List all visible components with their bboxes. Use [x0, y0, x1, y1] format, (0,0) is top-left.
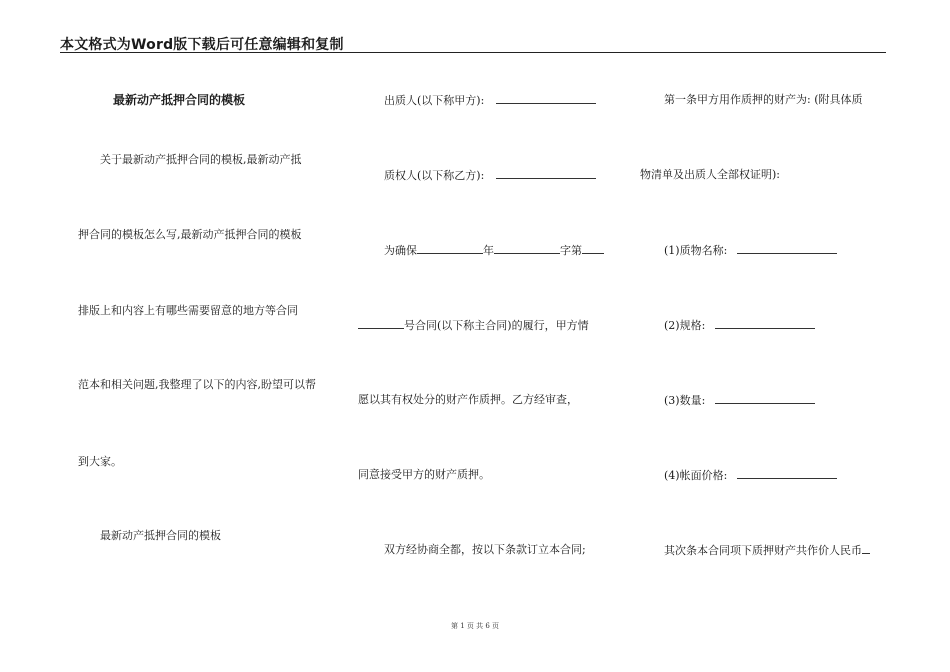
- pledgor-blank: [496, 93, 596, 104]
- article-two-line: [664, 543, 870, 558]
- page-header: [60, 34, 886, 53]
- pledgee-line: [384, 168, 596, 183]
- blank: [715, 318, 815, 329]
- header-text: 本文格式为Word版下载后可任意编辑和复制: [60, 37, 344, 53]
- paragraph-line: 双方经协商全都，按以下条款订立本合同;: [384, 543, 586, 556]
- paragraph-line: 同意接受甲方的财产质押。: [358, 468, 490, 481]
- quantity-line: [664, 393, 815, 408]
- blank: [737, 468, 837, 479]
- section-heading: 最新动产抵押合同的模板: [100, 529, 221, 542]
- pledgor-line: [384, 93, 596, 108]
- blank: [862, 543, 870, 554]
- spec-line: [664, 318, 815, 333]
- item-name-line: [664, 243, 837, 258]
- book-value-line: [664, 468, 837, 483]
- pledgor-label: 出质人(以下称甲方):: [384, 94, 485, 107]
- guarantee-text: 为确保: [384, 244, 417, 257]
- article-one-line-2: 物清单及出质人全部权证明):: [640, 168, 780, 181]
- paragraph-line: 到大家。: [78, 455, 122, 468]
- contract-line: [358, 318, 589, 333]
- paragraph-line: 愿以其有权处分的财产作质押。乙方经审查，: [358, 393, 578, 406]
- blank: [358, 318, 404, 329]
- article-one-line: 第一条甲方用作质押的财产为: (附具体质: [664, 93, 863, 106]
- paragraph-line: 关于最新动产抵押合同的模板,最新动产抵: [100, 153, 302, 166]
- item-name-label: (1)质物名称:: [664, 244, 728, 257]
- blank: [417, 243, 483, 254]
- number-text: 字第: [560, 244, 582, 257]
- article-two-text: 其次条本合同项下质押财产共作价人民币: [664, 544, 862, 557]
- paragraph-line: 押合同的模板怎么写,最新动产抵押合同的模板: [78, 228, 302, 241]
- book-value-label: (4)帐面价格:: [664, 469, 728, 482]
- blank: [494, 243, 560, 254]
- blank: [715, 393, 815, 404]
- document-title: 最新动产抵押合同的模板: [113, 93, 246, 107]
- contract-text: 号合同(以下称主合同)的履行，甲方情: [404, 319, 589, 332]
- spec-label: (2)规格:: [664, 319, 706, 332]
- quantity-label: (3)数量:: [664, 394, 706, 407]
- blank: [737, 243, 837, 254]
- guarantee-line: [384, 243, 604, 258]
- year-text: 年: [483, 244, 494, 257]
- page-footer: 第 1 页 共 6 页: [450, 622, 500, 630]
- paragraph-line: 排版上和内容上有哪些需要留意的地方等合同: [78, 304, 298, 317]
- blank: [582, 243, 604, 254]
- pledgee-label: 质权人(以下称乙方):: [384, 169, 485, 182]
- pledgee-blank: [496, 168, 596, 179]
- paragraph-line: 范本和相关问题,我整理了以下的内容,盼望可以帮: [78, 378, 316, 391]
